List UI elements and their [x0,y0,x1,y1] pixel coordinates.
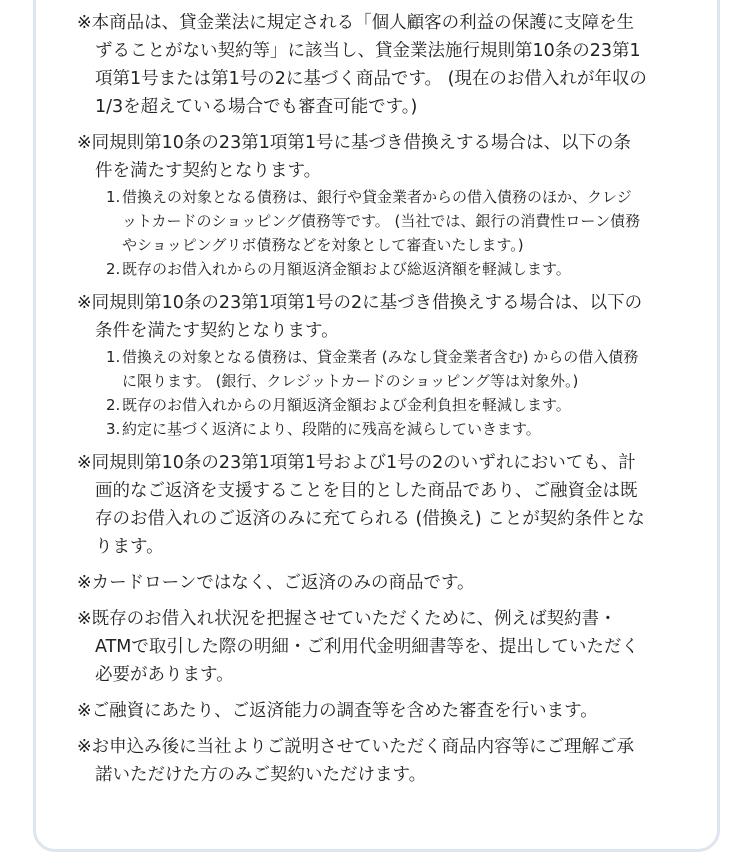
note-line: 条件を満たす契約となります。 [95,321,339,341]
subitem-text [122,257,571,281]
note-paragraph [77,449,677,561]
notes-list [77,9,677,797]
subitem-line: 借換えの対象となる債務は、貸金業者 (みなし貸金業者含む) からの借入債務 [122,348,639,366]
subitem-line: 既存のお借入れからの月額返済金額および金利負担を軽減します。 [122,396,571,414]
note-sublist [106,345,677,441]
subitem-line: やショッピングリボ債務などを対象として審査いたします。) [122,236,524,254]
note-line: ※同規則第10条の23第1項第1号の2に基づき借換えする場合は、以下の [77,293,643,313]
note-line: 画的なご返済を支援することを目的とした商品であり、ご融資金は既 [95,481,638,501]
subitem-number: 3. [106,420,121,438]
note-line: ずることがない契約等」に該当し、貸金業法施行規則第10条の23第1 [95,41,641,61]
note-line: 件を満たす契約となります。 [95,161,322,181]
subitem-number: 2. [106,396,121,414]
note-line: 1/3を超えている場合でも審査可能です。) [95,97,418,117]
note-line: ※同規則第10条の23第1項第1号および1号の2のいずれにおいても、計 [77,453,636,473]
note-line: ※お申込み後に当社よりご説明させていただく商品内容等にご理解ご承 [77,737,635,757]
subitem-line: 借換えの対象となる債務は、銀行や貸金業者からの借入債務のほか、クレジ [122,188,632,206]
subitem-line: 既存のお借入れからの月額返済金額および総返済額を軽減します。 [122,260,571,278]
note-line: ※既存のお借入れ状況を把握させていただくために、例えば契約書・ [77,609,617,629]
note-paragraph [77,733,677,789]
subitem-number: 2. [106,260,121,278]
note-line: ATMで取引した際の明細・ご利用代金明細書等を、提出していただく [95,637,639,657]
note-subitem [106,393,677,417]
note-subitem [106,345,677,393]
subitem-number: 1. [106,348,121,366]
subitem-line: 約定に基づく返済により、段階的に残高を減らしていきます。 [122,420,541,438]
note-paragraph [77,289,677,441]
subitem-text [122,393,571,417]
subitem-text [122,185,640,257]
note-paragraph [77,697,677,725]
note-line: 諾いただけた方のみご契約いただけます。 [95,765,427,785]
subitem-line: ットカードのショッピング債務等です。 (当社では、銀行の消費性ローン債務 [122,212,641,230]
note-line: ※同規則第10条の23第1項第1号に基づき借換えする場合は、以下の条 [77,133,631,153]
subitem-text [122,345,638,393]
note-paragraph [77,9,677,121]
note-paragraph [77,569,677,597]
note-sublist [106,185,677,281]
note-line: 必要があります。 [95,665,234,685]
note-subitem [106,185,677,257]
note-subitem [106,417,677,441]
note-paragraph [77,605,677,689]
subitem-text [122,417,541,441]
note-line: ります。 [95,537,164,557]
subitem-number: 1. [106,188,121,206]
note-line: 存のお借入れのご返済のみに充てられる (借換え) ことが契約条件とな [95,509,645,529]
note-line: ※本商品は、貸金業法に規定される「個人顧客の利益の保護に支障を生 [77,13,635,33]
note-paragraph [77,129,677,281]
subitem-line: に限ります。 (銀行、クレジットカードのショッピング等は対象外。) [122,372,579,390]
note-line: 項第1号または第1号の2に基づく商品です。 (現在のお借入れが年収の [95,69,647,89]
note-line: ※カードローンではなく、ご返済のみの商品です。 [77,573,475,593]
note-subitem [106,257,677,281]
note-line: ※ご融資にあたり、ご返済能力の調査等を含めた審査を行います。 [77,701,598,721]
